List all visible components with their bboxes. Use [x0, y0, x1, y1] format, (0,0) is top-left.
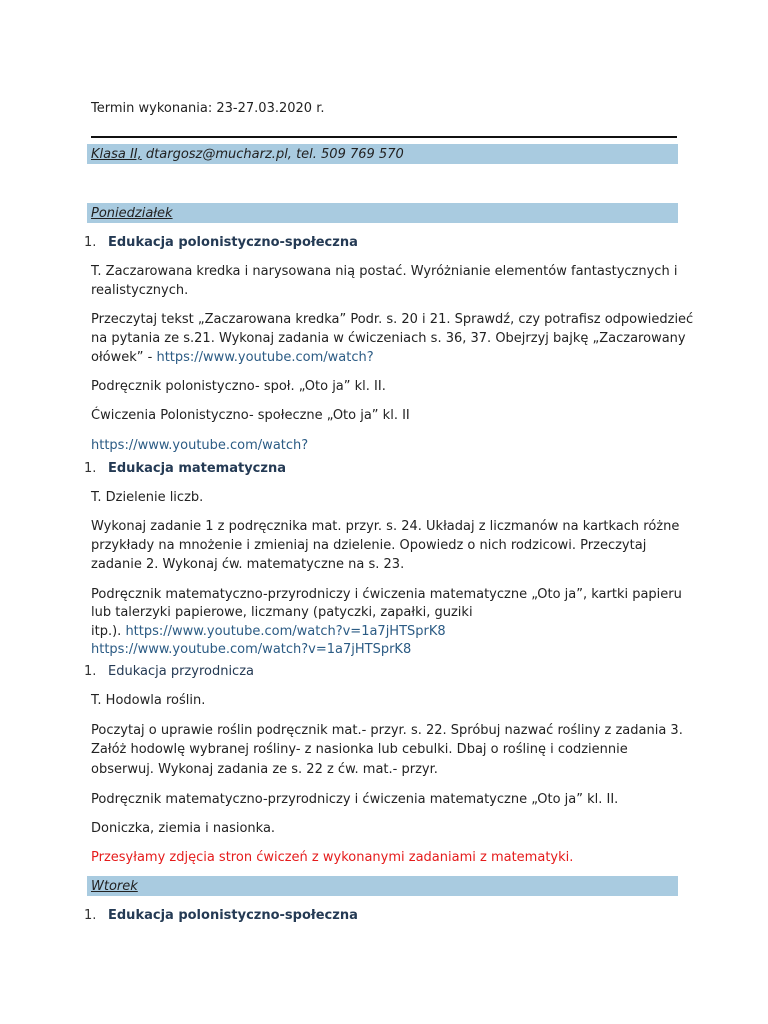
list-number: 1. [84, 461, 97, 476]
materials-line: Doniczka, ziemia i nasionka. [91, 821, 276, 836]
day-monday: Poniedziałek [91, 206, 173, 221]
paragraph-text: ołówek” - [91, 350, 157, 365]
workbook-line: Ćwiczenia Polonistyczno- społeczne „Oto ja” kl. II [91, 408, 410, 423]
deadline-line [91, 99, 324, 118]
paragraph-line: przykłady na mnożenie i zmieniaj na dzielenie. Opowiedz o nich rodzicowi. Przeczytaj [91, 538, 647, 553]
topic-line: realistycznych. [91, 283, 189, 298]
textbook-line: Podręcznik polonistyczno- społ. „Oto ja” kl. II. [91, 379, 386, 394]
youtube-link[interactable]: https://www.youtube.com/watch? [91, 438, 309, 453]
paragraph-line: Załóż hodowlę wybranej rośliny- z nasionka lub cebulki. Dbaj o roślinę i codziennie [91, 742, 628, 757]
textbook-line: Podręcznik matematyczno-przyrodniczy i ćwiczenia matematyczne „Oto ja” kl. II. [91, 792, 619, 807]
paragraph-line: zadanie 2. Wykonaj ćw. matematyczne na s. 23. [91, 557, 405, 572]
heading-przyrodnicza: Edukacja przyrodnicza [108, 664, 254, 679]
topic-line: T. Dzielenie liczb. [91, 490, 204, 505]
paragraph-line: lub talerzyki papierowe, liczmany (patyczki, zapałki, guziki [91, 605, 473, 620]
paragraph-line: Wykonaj zadanie 1 z podręcznika mat. przyr. s. 24. Układaj z liczmanów na kartkach różne [91, 519, 680, 534]
day-band-tuesday [87, 876, 678, 896]
list-number: 1. [84, 908, 97, 923]
day-band-monday [87, 203, 678, 223]
list-number: 1. [84, 235, 97, 250]
paragraph-line: obserwuj. Wykonaj zadania ze s. 22 z ćw. mat.- przyr. [91, 762, 438, 777]
class-band [87, 144, 678, 164]
deadline-value: 23-27.03.2020 r. [216, 101, 325, 116]
paragraph-line: Przeczytaj tekst „Zaczarowana kredka” Podr. s. 20 i 21. Sprawdź, czy potrafisz odpowiedzieć [91, 312, 694, 327]
paragraph-line: na pytania ze s.21. Wykonaj zadania w ćwiczeniach s. 36, 37. Obejrzyj bajkę „Zaczarowany [91, 331, 686, 346]
paragraph-line [91, 348, 374, 367]
class-label: Klasa II, [91, 147, 142, 162]
topic-line: T. Hodowla roślin. [91, 693, 206, 708]
heading-polonistyczna: Edukacja polonistyczno-społeczna [108, 235, 358, 250]
notice-line: Przesyłamy zdjęcia stron ćwiczeń z wykonanymi zadaniami z matematyki. [91, 850, 574, 865]
heading-matematyczna: Edukacja matematyczna [108, 461, 286, 476]
youtube-link[interactable]: https://www.youtube.com/watch? [156, 350, 374, 365]
class-contact: dtargosz@mucharz.pl, tel. 509 769 570 [145, 147, 404, 162]
deadline-label: Termin wykonania: [91, 101, 213, 116]
paragraph-line [91, 622, 446, 641]
horizontal-rule [91, 136, 677, 138]
paragraph-line: Poczytaj o uprawie roślin podręcznik mat.- przyr. s. 22. Spróbuj nazwać rośliny z zadania 3. [91, 723, 683, 738]
youtube-link[interactable]: https://www.youtube.com/watch?v=1a7jHTSprK8 [125, 624, 446, 639]
heading-polonistyczna: Edukacja polonistyczno-społeczna [108, 908, 358, 923]
list-number: 1. [84, 664, 97, 679]
day-tuesday: Wtorek [91, 879, 138, 894]
paragraph-line: Podręcznik matematyczno-przyrodniczy i ćwiczenia matematyczne „Oto ja”, kartki papieru [91, 587, 682, 602]
topic-line: T. Zaczarowana kredka i narysowana nią postać. Wyróżnianie elementów fantastycznych i [91, 264, 678, 279]
youtube-link[interactable]: https://www.youtube.com/watch?v=1a7jHTSprK8 [91, 642, 412, 657]
paragraph-text: itp.). [91, 624, 126, 639]
